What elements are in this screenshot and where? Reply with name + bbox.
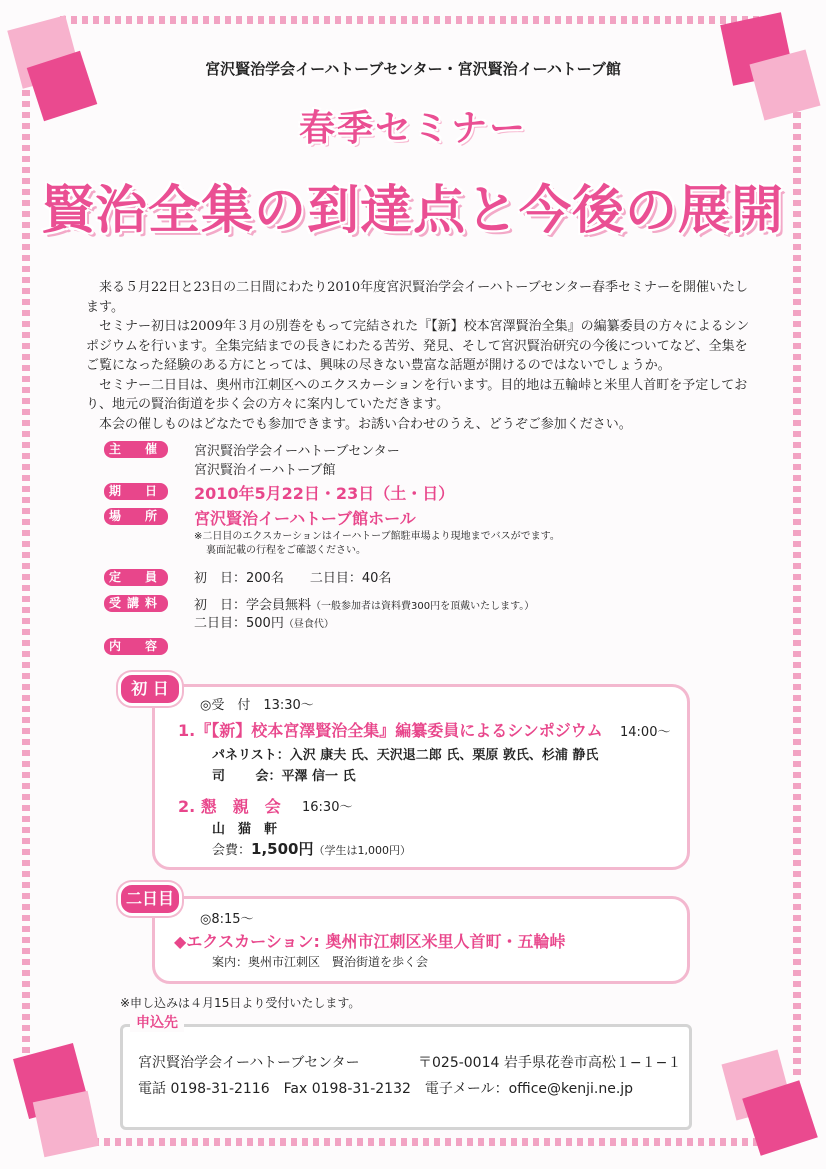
content-label: 内 容 [104,638,168,655]
fee-line-2-note: （昼食代） [283,619,334,630]
day1-fee-amount: 1,500円 [251,840,314,858]
fee-line-1 [194,594,534,613]
organizers-line: 宮沢賢治学会イーハトーブセンター・宮沢賢治イーハトーブ館 [205,60,621,78]
intro-paragraph: セミナー二日目は、奥州市江刺区へのエクスカーションを行います。目的地は五輪峠と米里人首町を予定しており、地元の賢治街道を歩く会の方々に案内していただきます。 [86,377,748,412]
place-note-1: ※二日目のエクスカーションはイーハトーブ館駐車場より現地までバスがでます。 [194,531,560,542]
date-value: 2010年5月22日・23日（土・日） [194,484,455,503]
application-note: ※申し込みは４月15日より受付いたします。 [120,996,361,1010]
intro-paragraph: セミナー初日は2009年３月の別巻をもって完結された『【新】校本宮澤賢治全集』の編纂委員の方々によるシンポジウムを行います。全集完結までの長きにわたる苦労、発見、そして宮沢賢治研究の今後についてなど、全集をご覧になった経験のある方にとっては、興味の尽きない豊富な話題が開けるのではないでしょうか。 [86,319,750,373]
day2-excursion: ◆エクスカーション: 奥州市江刺区米里人首町・五輪峠 [174,932,566,951]
border-dots-top [60,16,760,24]
day2-badge: 二日目 [118,882,182,916]
application-contacts: 電話 0198-31-2116 Fax 0198-31-2132 電子メール：office@kenji.ne.jp [138,1081,634,1097]
day1-item2-title: 2. 懇 親 会 [178,797,281,816]
intro-text [86,278,754,434]
place-value: 宮沢賢治イーハトーブ館ホール [194,509,416,528]
border-dots-bottom [60,1138,760,1146]
day1-venue: 山 猫 軒 [212,822,278,837]
intro-paragraph: 本会の催しものはどなたでも参加できます。お誘い合わせのうえ、どうぞご参加ください。 [99,416,632,432]
fee-line-2-main: 二日目：500円 [194,616,284,631]
day1-fee-prefix: 会費： [212,843,252,858]
place-note-2: 裏面記載の行程をご確認ください。 [206,545,366,556]
day1-panelists: パネリスト：入沢 康夫 氏、天沢退二郎 氏、栗原 敦氏、杉浦 静氏 [212,748,599,763]
day1-reception: ◎受 付 13:30～ [200,698,314,713]
intro-paragraph: 来る５月22日と23日の二日間にわたり2010年度宮沢賢治学会イーハトーブセンター春季セミナーを開催いたします。 [86,280,748,315]
place-label: 場 所 [104,508,168,525]
date-label: 期 日 [104,483,168,500]
application-box [120,1024,692,1130]
host-label: 主 催 [104,441,168,458]
application-label: 申込先 [130,1012,184,1032]
day1-item1-time: 14:00～ [620,725,671,740]
fee-line-2 [194,612,334,631]
host-line-1: 宮沢賢治学会イーハトーブセンター [194,444,400,459]
fee-label: 受講料 [104,595,168,612]
capacity-label: 定 員 [104,569,168,586]
corner-decoration-bottom-left [0,1030,120,1169]
day1-moderator: 司 会：平澤 信一 氏 [212,769,356,784]
day1-badge: 初 日 [118,672,182,706]
fee-line-1-note: （一般参加者は資料費300円を頂戴いたします。） [311,601,535,612]
fee-line-1-main: 初 日：学会員無料 [194,598,312,613]
day2-start: ◎8:15～ [200,912,254,927]
application-address: 〒025-0014 岩手県花巻市高松１−１−１ [418,1055,682,1071]
corner-decoration-bottom-right [706,1040,826,1169]
day1-fee [212,838,411,859]
application-org: 宮沢賢治学会イーハトーブセンター [138,1055,360,1071]
seminar-subtitle: 春季セミナー [298,108,527,149]
day1-fee-note: （学生は1,000円） [313,844,411,857]
capacity-value: 初 日：200名 二日目：40名 [194,571,392,586]
day1-item1-title: 1.『【新】校本宮澤賢治全集』編纂委員によるシンポジウム [178,721,603,740]
day1-item2-time: 16:30～ [302,800,353,815]
day2-guide: 案内：奥州市江刺区 賢治街道を歩く会 [212,955,429,969]
seminar-title: 賢治全集の到達点と今後の展開 [41,181,784,241]
host-line-2: 宮沢賢治イーハトーブ館 [194,463,336,478]
